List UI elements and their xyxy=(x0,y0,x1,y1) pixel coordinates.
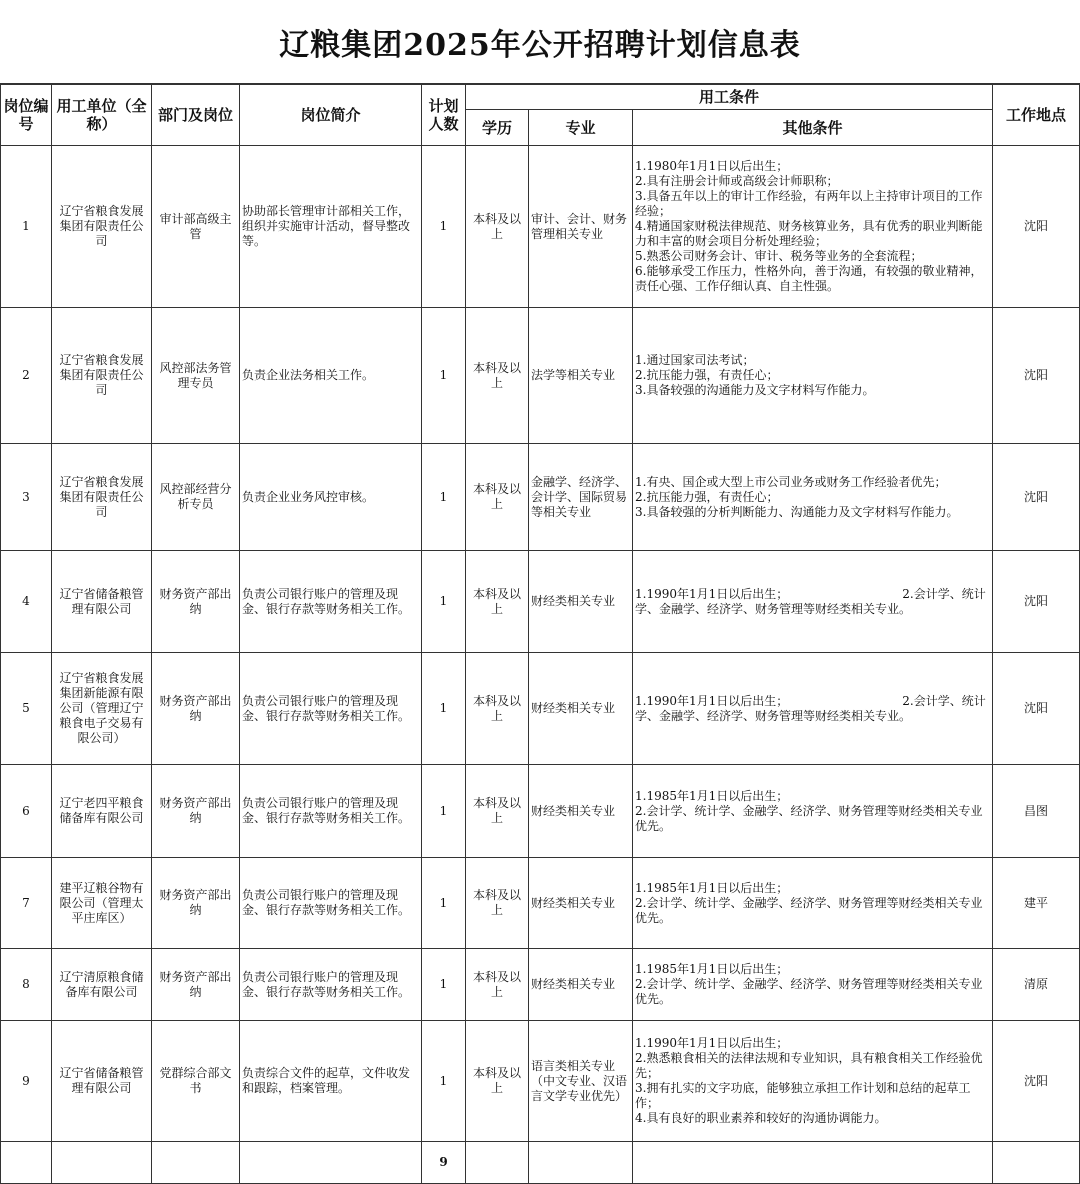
header-conditions: 用工条件 xyxy=(466,85,993,110)
cell-count: 1 xyxy=(422,949,466,1021)
table-row xyxy=(1,551,1080,653)
cell-location: 昌图 xyxy=(993,765,1080,858)
table-row xyxy=(1,146,1080,308)
condition-line: 1.1990年1月1日以后出生； 2.会计学、统计学、金融学、经济学、财务管理等财经类相关专业。 xyxy=(635,586,986,616)
cell-edu: 本科及以上 xyxy=(466,1021,529,1142)
cell-location: 沈阳 xyxy=(993,308,1080,444)
total-row xyxy=(1,1142,1080,1184)
condition-line: 2.会计学、统计学、金融学、经济学、财务管理等财经类相关专业优先。 xyxy=(635,895,983,925)
condition-line: 5.熟悉公司财务会计、审计、税务等业务的全套流程； xyxy=(635,249,923,263)
cell-dept: 风控部经营分析专员 xyxy=(152,444,240,551)
cell-desc: 负责企业法务相关工作。 xyxy=(240,308,422,444)
cell-location: 清原 xyxy=(993,949,1080,1021)
header-count: 计划人数 xyxy=(422,85,466,146)
cell-id: 5 xyxy=(1,653,52,765)
cell-location: 沈阳 xyxy=(993,551,1080,653)
cell-edu: 本科及以上 xyxy=(466,308,529,444)
cell-id: 2 xyxy=(1,308,52,444)
cell-major: 金融学、经济学、会计学、国际贸易等相关专业 xyxy=(529,444,633,551)
header-id: 岗位编号 xyxy=(1,85,52,146)
cell-count: 1 xyxy=(422,146,466,308)
cell-employer: 辽宁省粮食发展集团有限责任公司 xyxy=(52,146,152,308)
condition-line: 2.会计学、统计学、金融学、经济学、财务管理等财经类相关专业优先。 xyxy=(635,977,983,1006)
condition-line: 1.1985年1月1日以后出生； xyxy=(635,880,789,895)
header-employer: 用工单位（全称） xyxy=(52,85,152,146)
condition-line: 1.1990年1月1日以后出生； 2.会计学、统计学、金融学、经济学、财务管理等财经类相关专业。 xyxy=(635,693,986,723)
cell-edu: 本科及以上 xyxy=(466,146,529,308)
cell-desc: 负责综合文件的起草，文件收发和跟踪，档案管理。 xyxy=(240,1021,422,1142)
condition-line: 4.具有良好的职业素养和较好的沟通协调能力。 xyxy=(635,1111,887,1125)
cell-edu: 本科及以上 xyxy=(466,444,529,551)
cell-desc: 协助部长管理审计部相关工作，组织并实施审计活动，督导整改等。 xyxy=(240,146,422,308)
cell-id: 7 xyxy=(1,858,52,949)
cell-dept: 财务资产部出纳 xyxy=(152,551,240,653)
cell-other xyxy=(633,551,993,653)
table-row xyxy=(1,765,1080,858)
cell-other xyxy=(633,146,993,308)
cell-dept: 财务资产部出纳 xyxy=(152,653,240,765)
condition-line: 6.能够承受工作压力，性格外向，善于沟通，有较强的敬业精神，责任心强、工作仔细认真、自主性强。 xyxy=(635,264,983,293)
cell-count: 1 xyxy=(422,551,466,653)
cell-other xyxy=(633,765,993,858)
cell-employer: 辽宁省储备粮管理有限公司 xyxy=(52,1021,152,1142)
header-dept: 部门及岗位 xyxy=(152,85,240,146)
cell-edu: 本科及以上 xyxy=(466,765,529,858)
cell-dept: 风控部法务管理专员 xyxy=(152,308,240,444)
condition-line: 2.抗压能力强，有责任心； xyxy=(635,489,779,504)
cell-major: 语言类相关专业（中文专业、汉语言文学专业优先） xyxy=(529,1021,633,1142)
cell-employer: 辽宁省储备粮管理有限公司 xyxy=(52,551,152,653)
cell-desc: 负责公司银行账户的管理及现金、银行存款等财务相关工作。 xyxy=(240,551,422,653)
condition-line: 1.通过国家司法考试； xyxy=(635,353,755,367)
cell-dept: 财务资产部出纳 xyxy=(152,949,240,1021)
cell-major: 财经类相关专业 xyxy=(529,858,633,949)
table-row xyxy=(1,653,1080,765)
cell-dept: 审计部高级主管 xyxy=(152,146,240,308)
recruitment-table xyxy=(0,84,1080,1184)
condition-line: 3.拥有扎实的文字功底，能够独立承担工作计划和总结的起草工作； xyxy=(635,1081,971,1110)
condition-line: 4.精通国家财税法律规范、财务核算业务，具有优秀的职业判断能力和丰富的财会项目分析处理经验； xyxy=(635,219,983,248)
cell-desc: 负责公司银行账户的管理及现金、银行存款等财务相关工作。 xyxy=(240,765,422,858)
cell-id: 8 xyxy=(1,949,52,1021)
cell-edu: 本科及以上 xyxy=(466,653,529,765)
condition-line: 2.熟悉粮食相关的法律法规和专业知识，具有粮食相关工作经验优先； xyxy=(635,1051,983,1080)
cell-dept: 党群综合部文书 xyxy=(152,1021,240,1142)
condition-line: 1.1985年1月1日以后出生； xyxy=(635,788,789,803)
condition-line: 1.1980年1月1日以后出生； xyxy=(635,159,789,173)
cell-location: 沈阳 xyxy=(993,444,1080,551)
cell-dept: 财务资产部出纳 xyxy=(152,858,240,949)
cell-id: 6 xyxy=(1,765,52,858)
condition-line: 2.抗压能力强，有责任心； xyxy=(635,368,779,382)
header-location: 工作地点 xyxy=(993,85,1080,146)
cell-major: 财经类相关专业 xyxy=(529,551,633,653)
cell-count: 1 xyxy=(422,444,466,551)
cell-employer: 辽宁清原粮食储备库有限公司 xyxy=(52,949,152,1021)
cell-employer: 辽宁老四平粮食储备库有限公司 xyxy=(52,765,152,858)
cell-desc: 负责企业业务风控审核。 xyxy=(240,444,422,551)
table-row xyxy=(1,1021,1080,1142)
condition-line: 3.具备较强的沟通能力及文字材料写作能力。 xyxy=(635,383,875,397)
condition-line: 1.1990年1月1日以后出生； xyxy=(635,1036,789,1050)
cell-other xyxy=(633,949,993,1021)
header-major: 专业 xyxy=(529,110,633,146)
cell-edu: 本科及以上 xyxy=(466,949,529,1021)
cell-major: 财经类相关专业 xyxy=(529,653,633,765)
cell-other xyxy=(633,1021,993,1142)
cell-desc: 负责公司银行账户的管理及现金、银行存款等财务相关工作。 xyxy=(240,949,422,1021)
cell-id: 9 xyxy=(1,1021,52,1142)
cell-other xyxy=(633,653,993,765)
condition-line: 1.有央、国企或大型上市公司业务或财务工作经验者优先； xyxy=(635,474,947,489)
total-count: 9 xyxy=(422,1142,466,1184)
cell-location: 沈阳 xyxy=(993,146,1080,308)
cell-count: 1 xyxy=(422,1021,466,1142)
cell-location: 沈阳 xyxy=(993,1021,1080,1142)
cell-count: 1 xyxy=(422,653,466,765)
cell-major: 财经类相关专业 xyxy=(529,949,633,1021)
table-row xyxy=(1,858,1080,949)
condition-line: 3.具备五年以上的审计工作经验，有两年以上主持审计项目的工作经验； xyxy=(635,189,983,218)
table-row xyxy=(1,308,1080,444)
cell-other xyxy=(633,308,993,444)
condition-line: 2.会计学、统计学、金融学、经济学、财务管理等财经类相关专业优先。 xyxy=(635,803,983,833)
cell-id: 1 xyxy=(1,146,52,308)
cell-desc: 负责公司银行账户的管理及现金、银行存款等财务相关工作。 xyxy=(240,858,422,949)
cell-other xyxy=(633,444,993,551)
cell-employer: 辽宁省粮食发展集团有限责任公司 xyxy=(52,444,152,551)
cell-count: 1 xyxy=(422,308,466,444)
title-bar xyxy=(0,0,1080,84)
table-row xyxy=(1,444,1080,551)
cell-id: 4 xyxy=(1,551,52,653)
cell-count: 1 xyxy=(422,765,466,858)
cell-employer: 辽宁省粮食发展集团有限责任公司 xyxy=(52,308,152,444)
cell-edu: 本科及以上 xyxy=(466,858,529,949)
header-edu: 学历 xyxy=(466,110,529,146)
cell-edu: 本科及以上 xyxy=(466,551,529,653)
cell-employer: 建平辽粮谷物有限公司（管理太平庄库区） xyxy=(52,858,152,949)
page-title: 辽粮集团2025年公开招聘计划信息表 xyxy=(279,27,801,63)
cell-desc: 负责公司银行账户的管理及现金、银行存款等财务相关工作。 xyxy=(240,653,422,765)
cell-dept: 财务资产部出纳 xyxy=(152,765,240,858)
condition-line: 1.1985年1月1日以后出生； xyxy=(635,962,789,976)
cell-count: 1 xyxy=(422,858,466,949)
cell-id: 3 xyxy=(1,444,52,551)
cell-other xyxy=(633,858,993,949)
cell-major: 财经类相关专业 xyxy=(529,765,633,858)
condition-line: 2.具有注册会计师或高级会计师职称； xyxy=(635,174,839,188)
cell-location: 沈阳 xyxy=(993,653,1080,765)
cell-location: 建平 xyxy=(993,858,1080,949)
header-other: 其他条件 xyxy=(633,110,993,146)
table-row xyxy=(1,949,1080,1021)
header-desc: 岗位简介 xyxy=(240,85,422,146)
cell-major: 审计、会计、财务管理相关专业 xyxy=(529,146,633,308)
condition-line: 3.具备较强的分析判断能力、沟通能力及文字材料写作能力。 xyxy=(635,504,959,519)
cell-employer: 辽宁省粮食发展集团新能源有限公司（管理辽宁粮食电子交易有限公司） xyxy=(52,653,152,765)
cell-major: 法学等相关专业 xyxy=(529,308,633,444)
